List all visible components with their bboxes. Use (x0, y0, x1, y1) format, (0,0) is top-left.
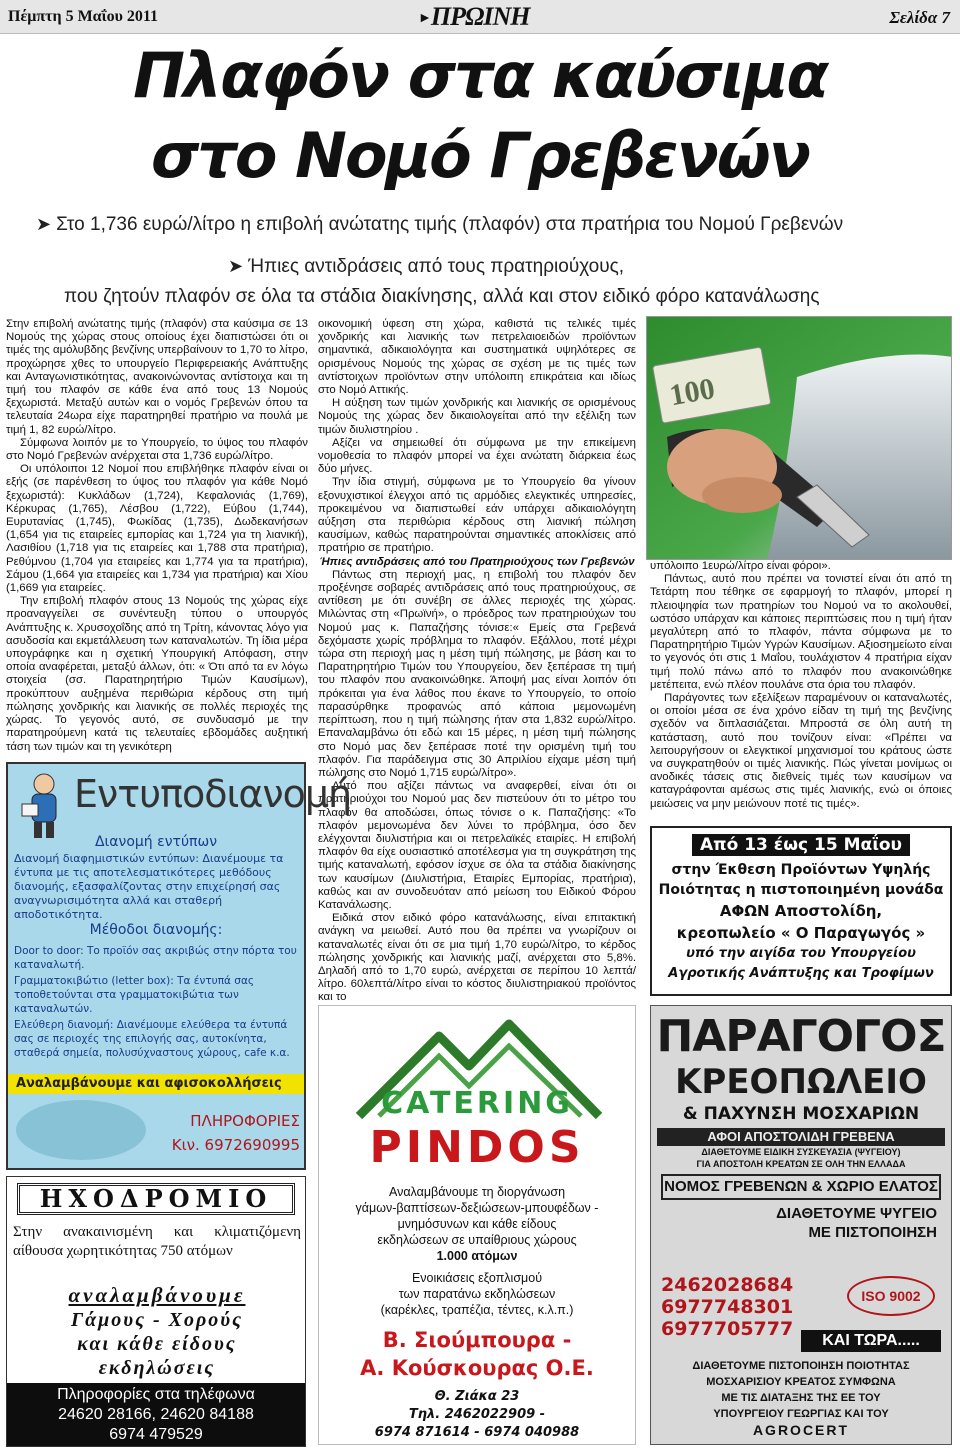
hall-mobile: 6974 479529 (109, 1426, 203, 1443)
catering-phone: Τηλ. 2462022909 - (408, 1407, 546, 1422)
agrocert-logo: AGROCERT (752, 1422, 850, 1438)
hall-tagline: αναλαμβάνουμε (68, 1283, 246, 1307)
catering-contact (319, 1388, 635, 1442)
catering-line: μνημόσυνων και κάθε είδους (397, 1217, 557, 1231)
catering-line: εκδηλώσεων σε υπαίθριους χώρους (377, 1233, 577, 1247)
article-column-2 (318, 318, 636, 1002)
butcher-cert: ΜΕ ΠΙΣΤΟΠΟΙΗΣΗ (808, 1224, 937, 1241)
headline-line-2: στο Νομό Γρεβενών (151, 119, 809, 192)
ad-method-3: Ελεύθερη διανομή: Διανέμουμε ελεύθερα τα έντυπά σας σε περιοχές της επιλογής σας, αυτοκίνητα, σταθερά σημεία, πολυσύχναστους χώρους, cafe κ.α. (14, 1019, 290, 1059)
arrow-icon: ➤ (36, 214, 57, 234)
ad-expo (650, 826, 952, 996)
ad-title: Εντυποδιανομή (74, 772, 352, 816)
butcher-footer-line: ΥΠΟΥΡΓΕΙΟΥ ΓΕΩΡΓΙΑΣ ΚΑΙ ΤΟΥ (713, 1408, 889, 1420)
expo-line: υπό την αιγίδα του Υπουργείου (686, 946, 916, 961)
fuel-pump-illustration (647, 317, 952, 560)
subheadline-2a: ➤ Ήπιες αντιδράσεις από τους πρατηριούχους, (228, 256, 625, 277)
ad-heading: Μέθοδοι διανομής: (89, 922, 223, 938)
ad-info-label: ΠΛΗΡΟΦΟΡΙΕΣ (190, 1112, 300, 1130)
butcher-line: ΔΙΑΘΕΤΟΥΜΕ ΕΙΔΙΚΗ ΣΥΣΚΕΥΑΣΙΑ (ΨΥΓΕΙΟΥ) (701, 1147, 901, 1157)
paragraph: υπόλοιπο 1ευρώ/λίτρο είναι φόροι». (650, 560, 831, 572)
fuel-nozzle-photo (646, 316, 952, 560)
hall-contact-label: Πληροφορίες στα τηλέφωνα (57, 1386, 255, 1403)
globe-icon (16, 1100, 146, 1160)
butcher-owners: ΑΦΟΙ ΑΠΟΣΤΟΛΙΔΗ ΓΡΕΒΕΝΑ (657, 1128, 945, 1146)
owner-line: Β. Σιούμπουρα - (382, 1328, 572, 1352)
paragraph: Σύμφωνα λοιπόν με το Υπουργείο, το ύψος του πλαφόν στο Νομό Γρεβενών ανέρχεται στα 1,736 ευρώ/λίτρο. (6, 436, 308, 463)
paragraph: Ειδικά στον ειδικό φόρο κατανάλωσης, είναι επιτακτική ανάγκη να μειωθεί. Αυτό που θα πρέπει να γνωρίζουν οι καταναλωτές είναι ότι σε μια τιμή 1,70 ευρώ/λίτρο, το κέρδος πώλησης χονδρικής και λιανικής μαζί, ανέρχεται στο 5,8%. Δηλαδή από το 1,70 ευρώ, ανέρχεται σε περίπου 10 λεπτά/λίτρο. 60λεπτά/λίτρο είναι το κόστος διυλιστηριακού προϊόντος και το (318, 912, 636, 1002)
owner-line: Α. Κούσκουρας Ο.Ε. (360, 1356, 594, 1380)
paragraph: Την ίδια στιγμή, σύμφωνα με το Υπουργείο θα γίνουν εξονυχιστικοί έλεγχοι από τις αρμόδιες ελεγκτικές υπηρεσίες, προκειμένου να διαπιστωθεί εάν υπάρχει αδικαιολόγητη αύξηση στα περιθώρια κέρδους στη λιανική πώληση καυσίμων, καθώς παρατηρούνται σημαντικές αποκλίσεις από πρατήριο σε πρατήριο. (318, 476, 636, 555)
catering-line: Ενοικιάσεις εξοπλισμού (411, 1271, 543, 1285)
paragraph: Οι υπόλοιποι 12 Νομοί που επιβλήθηκε πλαφόν είναι οι εξής (σε παρένθεση το ύψος του πλαφόν για κάθε Νομό ξεχωριστά): Κυκλάδων (1,724), Κεφαλονιάς (1,769), Κέρκυρας (1,765), Λέσβου (1,722), Εύβου (1,744), Ευρυτανίας (1,745), Φωκίδας (1,735), Δωδεκανήσων (1,654 για τις εταιρείες εμπορίας και 1,724 για τη λιανική), Λασιθίου (1,718 για τις εταιρείες και 1,788 στα πρατήρια), Ρεθύμνου (1,704 για εταιρείες και 1,774 για τα πρατήρια), Σάμου (1,664 για εταιρείες και 1,734 για πρατήρια) και Χίου (1,669 για εταιρείες. (6, 463, 308, 595)
article-subhead: Ήπιες αντιδράσεις από του Πρατηριούχους των Γρεβενών (319, 555, 635, 568)
butcher-subtitle: & ΠΑΧΥΝΣΗ ΜΟΣΧΑΡΙΩΝ (682, 1104, 920, 1124)
catering-word: CATERING (381, 1086, 573, 1121)
expo-line: στην Έκθεση Προϊόντων Υψηλής (671, 862, 931, 878)
butcher-now: ΚΑΙ ΤΩΡΑ..... (801, 1330, 941, 1352)
hall-line: και κάθε είδους (77, 1333, 237, 1355)
ad-leaflet-distribution (6, 762, 352, 1170)
paragraph: Πάντως στη περιοχή μας, η επιβολή του πλαφόν δεν προξένησε σοβαρές αντιδράσεις από τους πρατηριούχους, σε αντίθεση με ότι συνέβη σε άλλες περιοχές της χώρας. Μιλώντας στη «Πρωϊνή», ο πρόεδρος των πρατηριούχων του Νομού μας κ. Παπαζήσης τόνισε:« Εμείς στα Γρεβενά δεχόμαστε χωρίς πρόβλημα το πλαφόν. Εξάλλου, ποτέ μέχρι τώρα στη περιοχή μας η μέση τιμή πώλησης, με βάση και το Παρατηρητήριο Τιμών του Υπουργείου, δεν ξεπέρασε τη τιμή του πλαφόν που ανακοινώθηκε. Άποψή μας είναι λοιπόν ότι πρόκειται για ένα λάθος που έκανε το Υπουργείο, το οποίο παρασύρθηκε προφανώς από κάποια μεμονωμένη περίπτωση, που η τιμή πώλησης ήταν στα 1,832 ευρώ/λίτρο. Επαναλαμβάνω ότι εδώ και 15 μέρες, η μέση τιμή πώλησης στο Νομό μας δεν ξεπέρασε ποτέ την ορισμένη τιμή του πλαφόν. Για παράδειγμα στις 30 Απριλίου είχαμε μέση τιμή πώλησης στο Νομό 1,715 ευρώ/λίτρο». (318, 568, 636, 779)
arrow-icon: ➤ (228, 256, 249, 276)
newspaper-logo: ►ΠΡΩΙΝΗ (418, 2, 530, 31)
catering-line: των παρατάνω εκδηλώσεων (398, 1287, 556, 1301)
headline-line-1: Πλαφόν στα καύσιμα (133, 39, 827, 112)
article-column-1 (6, 318, 308, 754)
paragraph: Αξίζει να σημειωθεί ότι σύμφωνα με την επικείμενη νομοθεσία το πλαφόν μπορεί να έχει ανώτατη διάρκεια έως δύο μήνες. (318, 436, 636, 476)
hall-contact-box (7, 1383, 305, 1446)
ad-event-hall (6, 1176, 306, 1447)
expo-company: ΑΦΩΝ Αποστολίδη, (719, 902, 883, 920)
butcher-footer-line: ΜΕ ΤΙΣ ΔΙΑΤΑΞΗΣ ΤΗΣ ΕΕ ΤΟΥ (721, 1392, 881, 1404)
paragraph: Την επιβολή πλαφόν στους 13 Νομούς της χώρας είχε προαναγγείλει σε συνέντευξη τύπου ο υπουργός Ανάπτυξης κ. Χρυσοχοΐδης από τη Τρίτη, κάνοντας λόγο για ασυδοσία και εκμετάλλευση των καταναλωτών. Τη ίδια μέρα υπογράφηκε και η σχετική Υπουργική Απόφαση, στην οποία αναφέρεται, μεταξύ άλλων, ότι: « Ότι από τα εν λόγω στοιχεία (σσ. Παρατηρητήριο Τιμών Καυσίμων), προκύπτουν αυξημένα περιθώρια κέρδους στη τιμή πώλησης χονδρικής και λιανικής σε πολλές περιοχές της χώρας. Το γεγονός αυτό, σε συνδυασμό με την παρατηρούμενη κατά τις τελευταίες εβδομάδες αυξητική τάση των τιμών και τη γενικότερη (6, 595, 308, 753)
issue-date: Πέμπτη 5 Μαΐου 2011 (8, 8, 158, 25)
ad-catering (318, 1005, 636, 1445)
ad-strip: Αναλαμβάνουμε και αφισοκολλήσεις (8, 1074, 304, 1094)
postman-icon (14, 770, 72, 840)
butcher-footer-line: ΜΟΣΧΑΡΙΣΙΟΥ ΚΡΕΑΤΟΣ ΣΥΜΦΩΝΑ (706, 1376, 896, 1388)
paragraph: Παράγοντες των εξελίξεων παραμένουν οι καταναλωτές, οι οποίοι μέσα σε ένα χρόνο είδαν τη τιμή της βενζίνης σχεδόν να διπλασιάζεται. Μπροστά σε όλη αυτή τη κατάσταση, αυτό που τονίζουν είναι: «Πρέπει να λειτουργήσουν οι ελεγκτικοί μηχανισμοί του κράτους ώστε να συγκρατηθούν οι τιμές λιανικής. Πώς γίνεται μονίμως οι ανοδικές τάσεις στις διεθνείς τιμές των καυσίμων να καταγράφονται αμέσως στις τιμές λιανικής, ενώ οι όποιες μειώσεις να μην μειώνουν ποτέ τις τιμές». (650, 692, 952, 810)
ad-butcher (650, 1005, 952, 1445)
catering-line: (καρέκλες, τραπέζια, τέντες, κ.λ.π.) (380, 1303, 574, 1317)
butcher-phone: 6977705777 (661, 1318, 794, 1340)
page-header-bar (0, 0, 960, 34)
svg-text:100: 100 (667, 371, 718, 413)
hall-name: ΗΧΟΔΡΟΜΙΟ (17, 1183, 295, 1215)
expo-line: Αγροτικής Ανάπτυξης και Τροφίμων (668, 966, 934, 981)
butcher-phones (661, 1274, 797, 1340)
butcher-phone: 2462028684 (661, 1274, 794, 1296)
butcher-phone: 6977748301 (661, 1296, 794, 1318)
expo-shop: κρεοπωλείο « Ο Παραγωγός » (676, 924, 926, 942)
subheadline-2b: που ζητούν πλαφόν σε όλα τα στάδια διακίνησης, αλλά και στον ειδικό φόρο κατανάλωσης (64, 286, 820, 307)
iso-badge: ISO 9002 (847, 1276, 935, 1316)
page-number: Σελίδα 7 (889, 8, 950, 27)
ad-text: Διανομή διαφημιστικών εντύπων: Διανέμουμε τα έντυπα με τις αποτελεσματικότερες μεθόδους διανομής, εξασφαλίζοντας στην επιχείρησή σας αναγνωρισιμότητα αλλά και σταθερή αποδοτικότητα. (14, 852, 284, 921)
butcher-fridge: ΔΙΑΘΕΤΟΥΜΕ ΨΥΓΕΙΟ (776, 1205, 937, 1222)
paragraph: Η αύξηση των τιμών χονδρικής και λιανικής σε ορισμένους Νομούς της χώρας δεν δικαιολογείται από την εξέλιξη των τιμών διυλιστηρίου . (318, 397, 636, 436)
paragraph: Πάντως, αυτό που πρέπει να τονιστεί είναι ότι από τη Τετάρτη που τέθηκε σε εφαρμογή το πλαφόν, μπορεί η πλειοψηφία των πρατηρίων του Νομού να το ακολουθεί, ωστόσο υπάρχαν και κάποιες περιπτώσεις που η τιμή ήταν μεγαλύτερη από το πλαφόν, πάντα σύμφωνα με το Παρατηρητήριο Τιμών Υγρών Καυσίμων. Αξιοσημείωτο είναι το γεγονός ότι στις 1 Μαΐου, τουλάχιστον 4 πρατήρια είχαν τιμή πολύ πάνω από το πλαφόν που ανακοινώθηκε μετέπειτα, ενώ πλέον πουλάνε στα όρια του πλαφόν. (650, 573, 952, 691)
catering-address: Θ. Ζιάκα 23 (434, 1389, 520, 1404)
paragraph: Αυτό που αξίζει πάντως να αναφερθεί, είναι ότι οι πρατηριούχοι του Νομού μας δεν πιστεύουν ότι το μέτρο του πλαφόν θα αποδώσει, όπως τόνισε ο κ. Παπαζήσης: «Το πλαφόν μεμονωμένα δεν λύνει το πρόβλημα, όσο δεν ελέγχονται διυλιστήρια και οι πετρελαϊκές εταιρίες. Η επιβολή πλαφόν θα είχε ουσιαστικό αποτέλεσμα για τη συγκράτηση της τιμής καταναλωτή, εφόσον ίσχυε σε όλα τα στάδια διακίνησης των καυσίμων (Διυλιστήρια, Εταιρίες Εμπορίας, πρατήρια), καθώς και αν συνοδευόταν από μείωση του Ειδικού Φόρου Κατανάλωσης. (318, 780, 636, 911)
butcher-footer (657, 1358, 945, 1438)
ad-method-2: Γραμματοκιβώτιο (letter box): Τα έντυπά σας τοποθετούνται στα γραμματοκιβώτια των καταναλωτών. (14, 975, 255, 1015)
hall-phones: 24620 28166, 24620 84188 (58, 1406, 254, 1423)
catering-line: 1.000 ατόμων (436, 1249, 518, 1263)
subheadline-1: ➤ Στο 1,736 ευρώ/λίτρο η επιβολή ανώτατης τιμής (πλαφόν) στα πρατήρια του Νομού Γρεβενών (36, 214, 844, 235)
paragraph: οικονομική ύφεση στη χώρα, καθιστά τις τελικές τιμές χονδρικής και λιανικής των πετρελαιοειδών προϊόντων σημαντικά, αδικαιολόγητα και συστηματικά υψηλότερες σε ορισμένους Νομούς της χώρας σε σχέση με τις τιμές των αντίστοιχων προϊόντων στην υπόλοιπη επικράτεια και ιδίως στο Νομό Αττικής. (318, 318, 636, 397)
catering-rentals (319, 1270, 635, 1318)
ad-heading: Διανομή εντύπων (94, 834, 218, 850)
catering-line: γάμων-βαπτίσεων-δεξιώσεων-μπουφέδων - (355, 1201, 599, 1215)
catering-line: Αναλαμβάνουμε τη διοργάνωση (388, 1185, 566, 1199)
hall-description: Στην ανακαινισμένη και κλιματιζόμενη αίθουσα χωρητικότητας 750 ατόμων (13, 1224, 301, 1259)
butcher-region: ΝΟΜΟΣ ΓΡΕΒΕΝΩΝ & ΧΩΡΙΟ ΕΛΑΤΟΣ (661, 1174, 941, 1200)
hall-line: Γάμους - Χορούς (71, 1309, 243, 1331)
expo-dates: Από 13 έως 15 Μαΐου (692, 834, 910, 856)
catering-services (319, 1184, 635, 1264)
hall-line: εκδηλώσεις (98, 1357, 216, 1379)
ad-phone: Κιν. 6972690995 (171, 1136, 300, 1154)
ad-method-1: Door to door: Το προϊόν σας ακριβώς στην πόρτα του καταναλωτή. (14, 945, 297, 971)
butcher-line: ΓΙΑ ΑΠΟΣΤΟΛΗ ΚΡΕΑΤΩΝ ΣΕ ΟΛΗ ΤΗΝ ΕΛΛΑΔΑ (696, 1159, 906, 1169)
expo-line: Ποιότητας η πιστοποιημένη μονάδα (658, 882, 944, 898)
butcher-footer-line: ΔΙΑΘΕΤΟΥΜΕ ΠΙΣΤΟΠΟΙΗΣΗ ΠΟΙΟΤΗΤΑΣ (692, 1360, 910, 1372)
arrow-icon: ► (418, 11, 431, 27)
catering-mobile: 6974 871614 - 6974 040988 (374, 1425, 580, 1440)
catering-owners (319, 1326, 635, 1382)
butcher-brand: ΠΑΡΑΓΟΓΟΣ (656, 1011, 946, 1062)
paragraph: Στην επιβολή ανώτατης τιμής (πλαφόν) στα καύσιμα σε 13 Νομούς της χώρας στους οποίους έχει διαπιστώσει ότι οι τιμές της αμόλυβδης βενζίνης υπερβαίνουν το 1,70 το λίτρο, προχώρησε χθες το υπουργείο Περιφερειακής Ανάπτυξης και Ανταγωνιστικότητας, ανακοινώνοντας αντίστοιχα και τη τιμή του πλαφόν σε κάθε ένα από τους 13 Νομούς ξεχωριστά. Μεταξύ αυτών και ο νομός Γρεβενών όπου τα τελευταία 24ωρα είχε παρατηρηθεί πρατήριο να πουλά με τιμή 1, 82 ευρώ/λίτρο. (6, 318, 308, 436)
butcher-type: ΚΡΕΟΠΩΛΕΙΟ (675, 1062, 927, 1102)
article-column-3 (650, 560, 952, 820)
catering-brand: PINDOS (369, 1122, 585, 1173)
